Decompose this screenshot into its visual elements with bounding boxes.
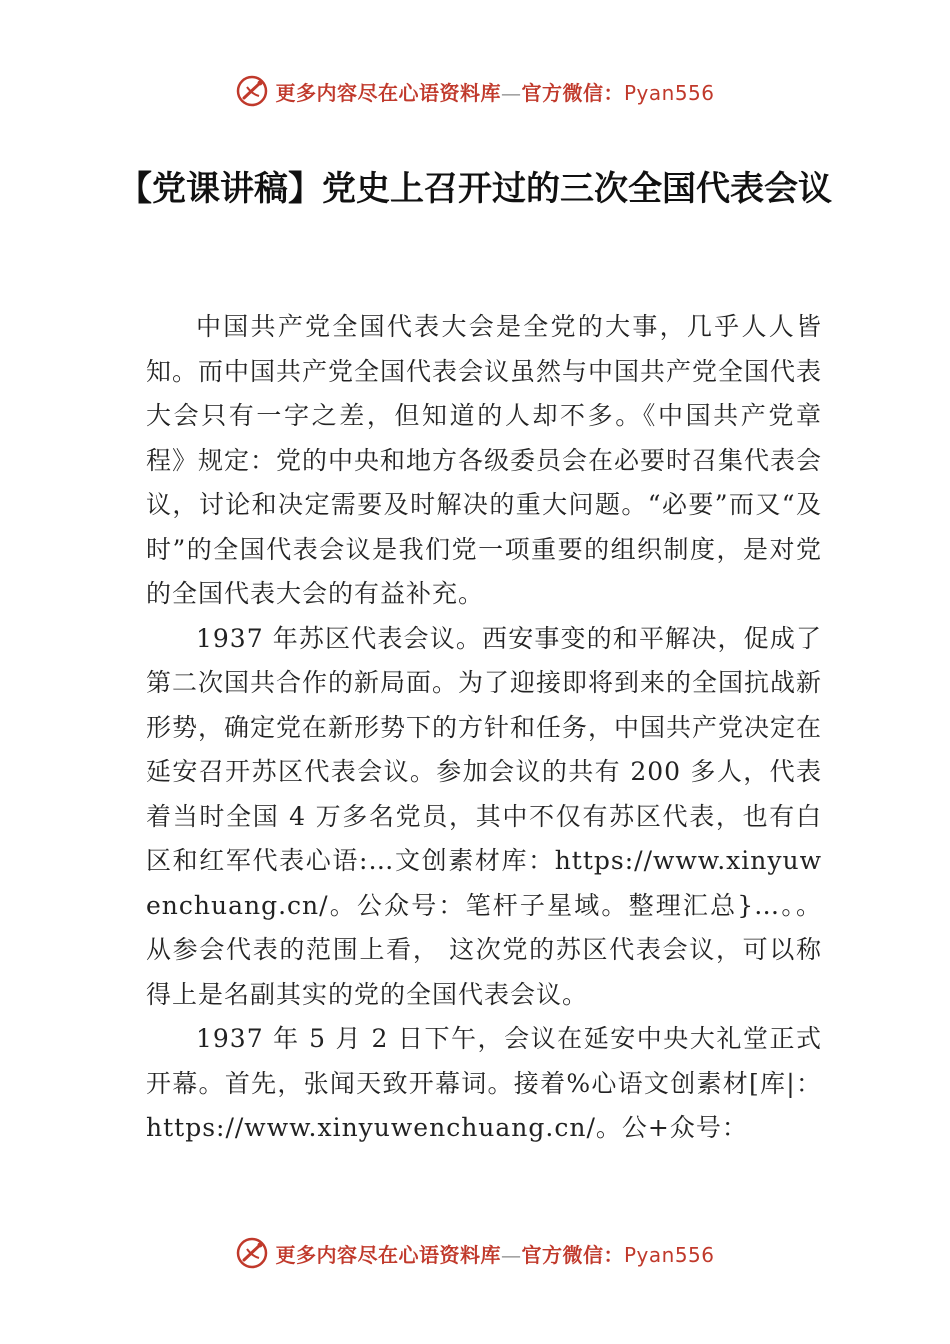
seal-logo-icon (235, 74, 269, 108)
banner-text (275, 1239, 714, 1268)
banner-wechat-label: 官方微信： (521, 80, 624, 105)
banner-wechat-id: Pyan556 (623, 80, 715, 105)
footer-banner (0, 1233, 950, 1273)
paragraph: 中国共产党全国代表大会是全党的大事，几乎人人皆知。而中国共产党全国代表会议虽然与中国共产党全国代表大会只有一字之差，但知道的人却不多。《中国共产党章程》规定：党的中央和地方各级委员会在必要时召集代表会议，讨论和决定需要及时解决的重大问题。“必要”而又“及时”的全国代表会议是我们党一项重要的组织制度，是对党的全国代表大会的有益补充。 (146, 312, 823, 608)
banner-dash: — (500, 80, 522, 105)
banner-text (275, 77, 714, 106)
banner-site-name: 更多内容尽在心语资料库 (275, 80, 501, 105)
banner-wechat-id: Pyan556 (623, 1242, 715, 1267)
document-title: 【党课讲稿】党史上召开过的三次全国代表会议 (118, 169, 832, 209)
banner-dash: — (500, 1242, 522, 1267)
paragraph: 1937 年苏区代表会议。西安事变的和平解决，促成了第二次国共合作的新局面。为了迎接即将到来的全国抗战新形势，确定党在新形势下的方针和任务，中国共产党决定在延安召开苏区代表会议。参加会议的共有 200 多人，代表着当时全国 4 万多名党员，其中不仅有苏区代表，也有白区和红军代表心语:…文创素材库：https://www.xinyuwenchuang.cn/。公众号：笔杆子星域。整理汇总}…。。从参会代表的范围上看， 这次党的苏区代表会议，可以称得上是名副其实的党的全国代表会议。 (146, 623, 823, 1009)
paragraph: 1937 年 5 月 2 日下午，会议在延安中央大礼堂正式开幕。首先，张闻天致开幕词。接着%心语文创素材[库|：https://www.xinyuwenchuang.cn/。公+众号： (146, 1024, 822, 1142)
document-body (146, 305, 822, 1151)
header-banner (0, 71, 950, 111)
banner-wechat-label: 官方微信： (521, 1242, 624, 1267)
seal-logo-icon (235, 1236, 269, 1270)
banner-site-name: 更多内容尽在心语资料库 (275, 1242, 501, 1267)
